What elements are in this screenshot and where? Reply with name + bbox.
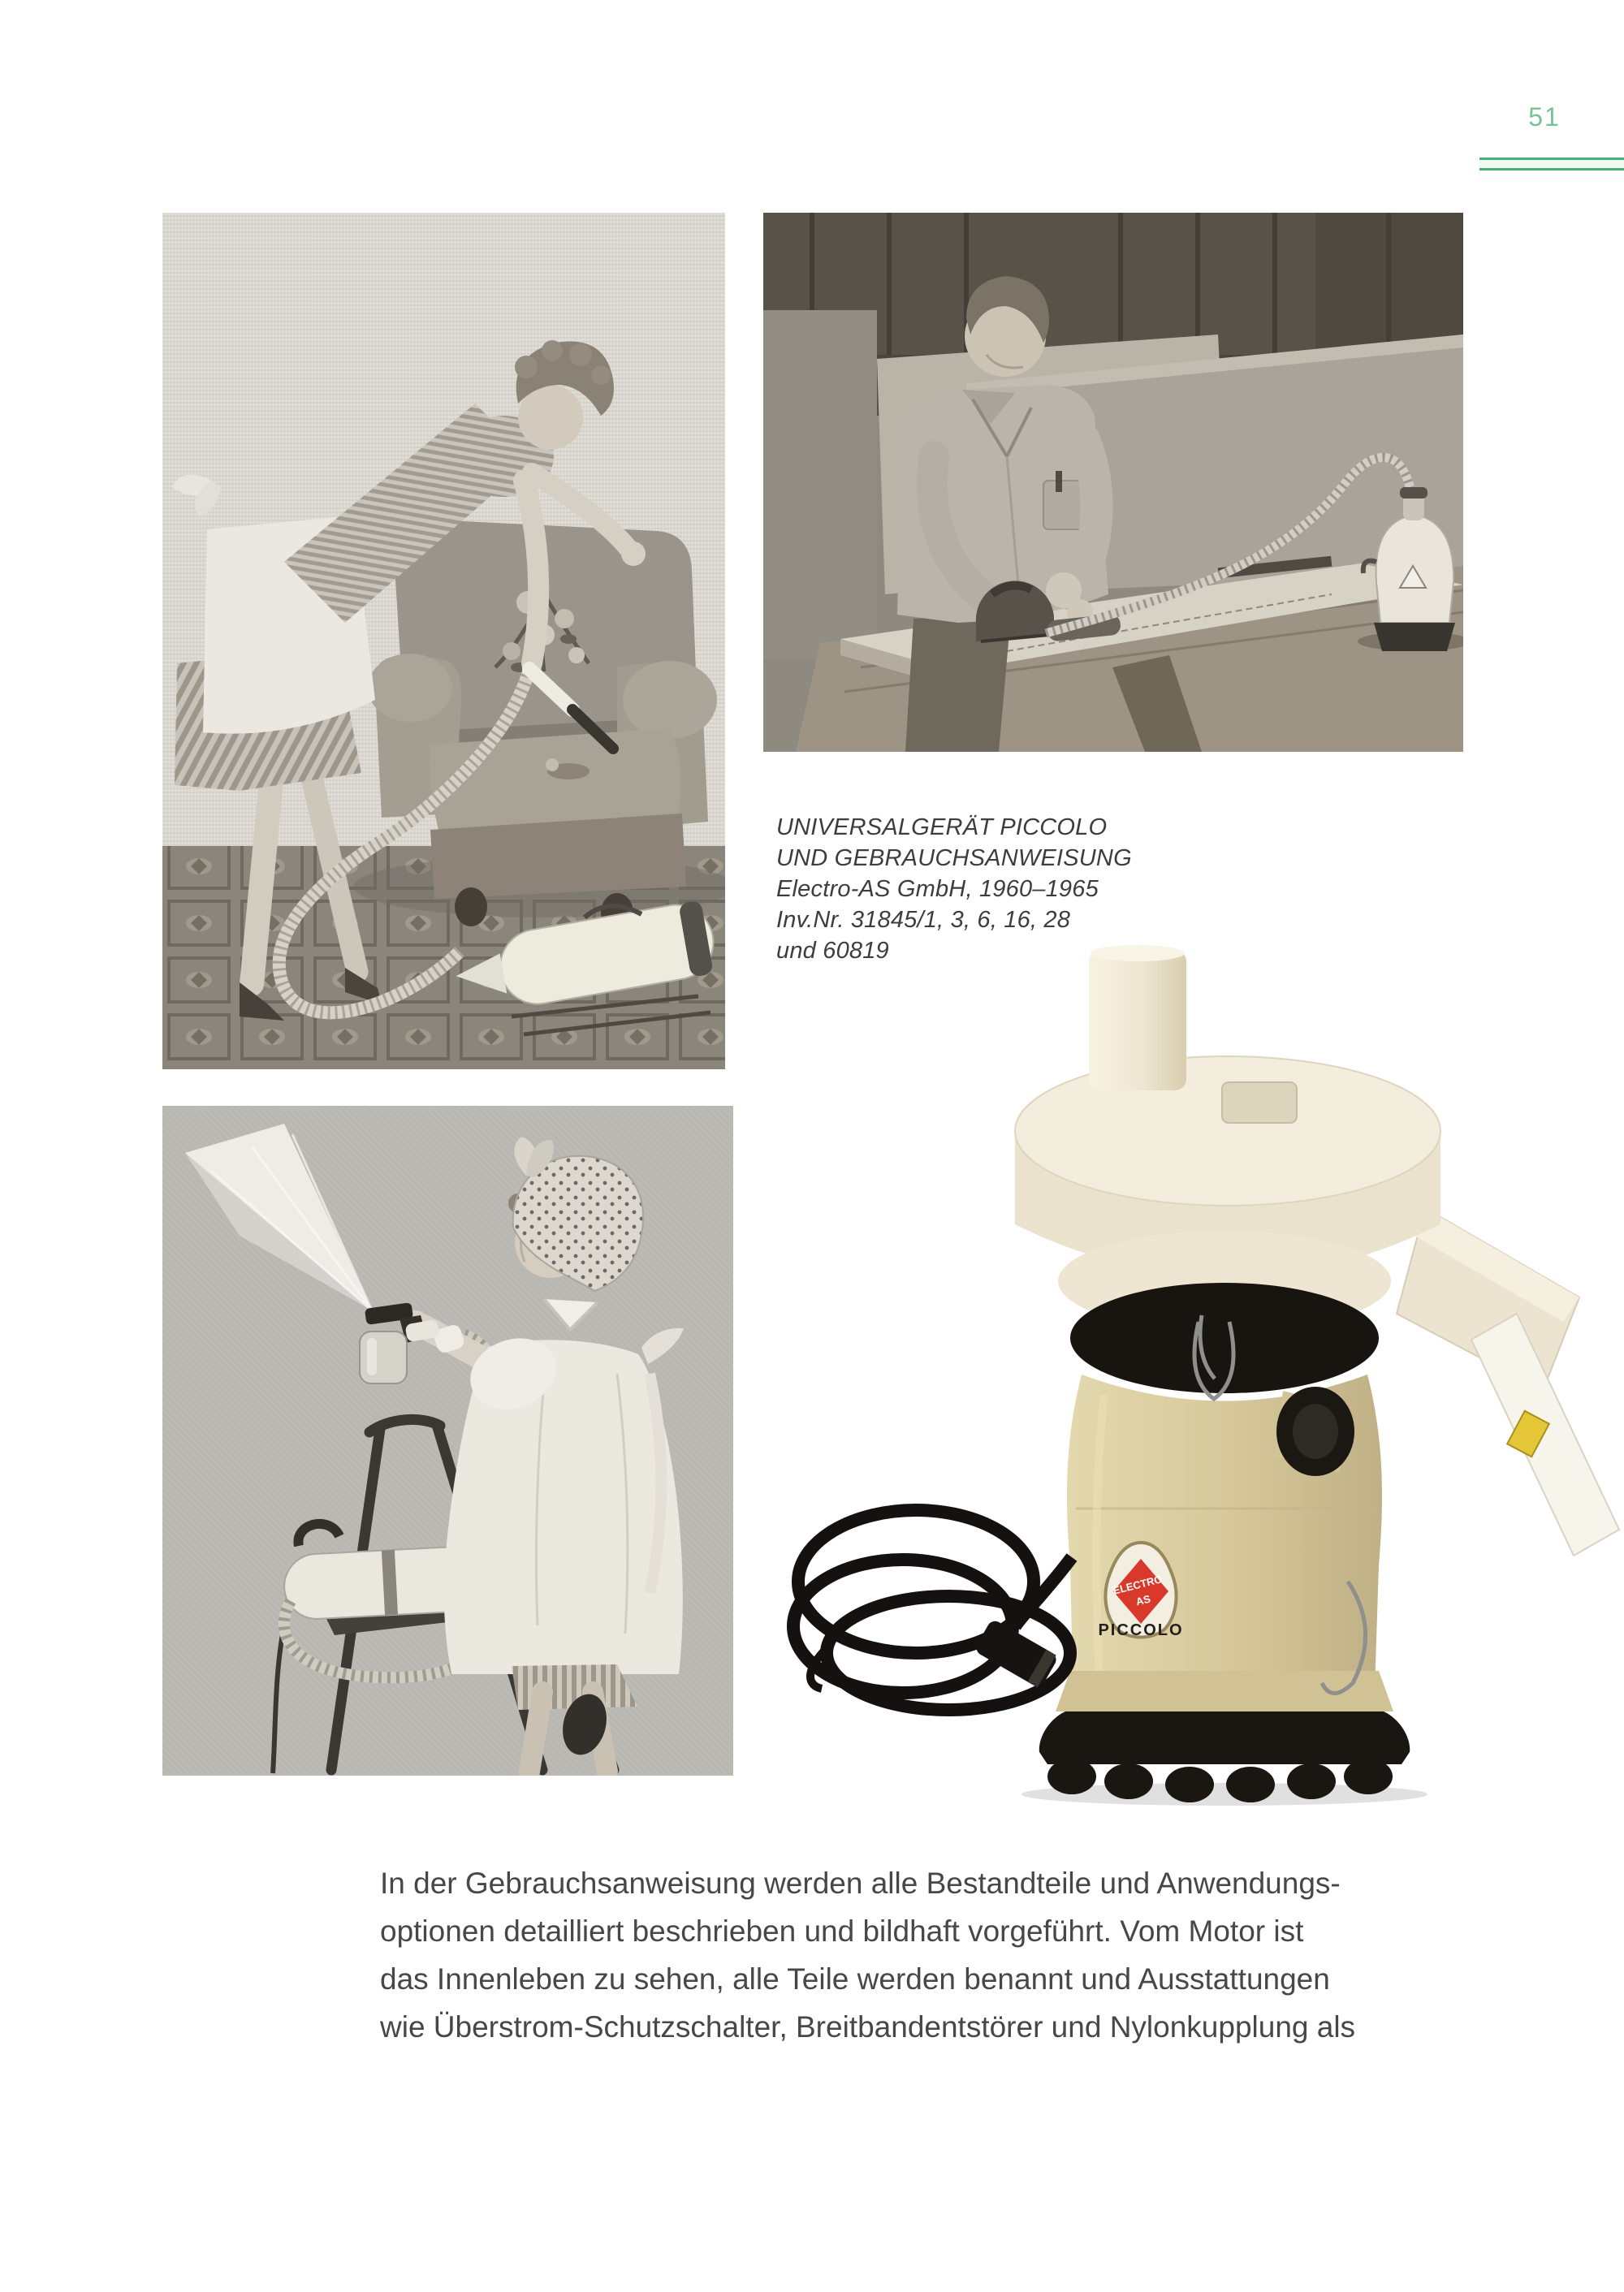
motor-body [1067, 1375, 1382, 1716]
caption-line: Inv.Nr. 31845/1, 3, 6, 16, 28 [776, 907, 1071, 933]
photo-illustration [162, 213, 725, 1069]
outlet-arm [1397, 1208, 1619, 1556]
photo-man-sawing-workbench [763, 213, 1463, 752]
photo-illustration [763, 213, 1463, 752]
badge-brand-text2: AS [1134, 1592, 1152, 1608]
body-line: In der Gebrauchsanweisung werden alle Bestandteile und Anwendungs- [380, 1867, 1341, 1900]
badge-model-text: PICCOLO [1098, 1621, 1184, 1639]
base [1039, 1671, 1410, 1802]
caption-line: UND GEBRAUCHSANWEISUNG [776, 845, 1132, 871]
photo-illustration [162, 1106, 733, 1776]
caption-line: und 60819 [776, 938, 889, 964]
clamp-band [1070, 1283, 1379, 1393]
lid-drum [1015, 945, 1440, 1332]
spray-gun [360, 1302, 440, 1383]
photo-woman-spray-gun [162, 1106, 733, 1776]
photo-woman-vacuuming-armchair [162, 213, 725, 1069]
device-illustration [780, 940, 1624, 1813]
body-text [380, 1859, 1355, 2051]
page-number: 51 [1528, 102, 1561, 132]
caption-line: Electro-AS GmbH, 1960–1965 [776, 876, 1099, 902]
body-line: das Innenleben zu sehen, alle Teile werden benannt und Ausstattungen [380, 1962, 1330, 1996]
body-line: optionen detailliert beschrieben und bildhaft vorgeführt. Vom Motor ist [380, 1914, 1304, 1948]
green-divider-rule [1479, 158, 1624, 170]
spray-mist [185, 1124, 372, 1310]
caption-line: UNIVERSALGERÄT PICCOLO [776, 814, 1108, 840]
filler-cap [1089, 950, 1186, 1090]
badge-brand-text: ELECTRO [1112, 1573, 1164, 1597]
photo-piccolo-device [780, 940, 1624, 1813]
body-line: wie Überstrom-Schutzschalter, Breitbandentstörer und Nylonkupplung als [380, 2010, 1356, 2044]
